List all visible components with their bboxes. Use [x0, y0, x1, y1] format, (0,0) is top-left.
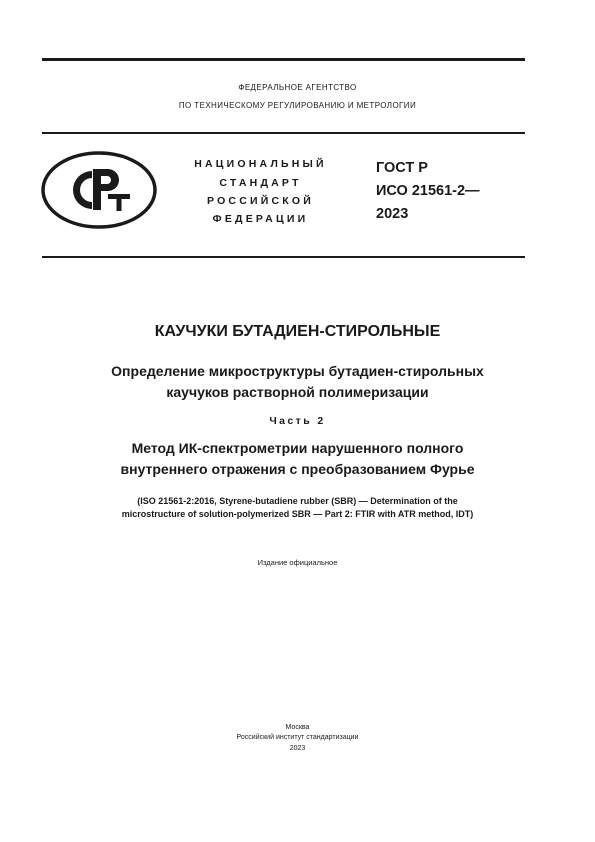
lower-rule [42, 256, 525, 258]
subtitle-line-2: каучуков растворной полимеризации [166, 384, 429, 400]
designation-line-1: ГОСТ Р [376, 160, 428, 176]
agency-line-2: ПО ТЕХНИЧЕСКОМУ РЕГУЛИРОВАНИЮ И МЕТРОЛОГИИ [178, 101, 417, 110]
standard-type-line-2: СТАНДАРТ [219, 177, 302, 189]
agency-line-1: ФЕДЕРАЛЬНОЕ АГЕНТСТВО [238, 83, 357, 92]
iso-reference-line-2: microstructure of solution-polymerized SBR — Part 2: FTIR with ATR method, IDT) [121, 509, 474, 519]
top-rule [42, 58, 525, 61]
standard-type-line-3: РОССИЙСКОЙ [207, 195, 314, 207]
method-line-2: внутреннего отражения с преобразованием Фурье [120, 461, 475, 477]
designation-line-3: 2023 [376, 206, 409, 222]
imprint-year: 2023 [289, 745, 306, 752]
imprint-publisher: Российский институт стандартизации [236, 734, 359, 741]
standard-type-line-4: ФЕДЕРАЦИИ [212, 213, 309, 225]
method-line-1: Метод ИК-спектрометрии нарушенного полного [131, 440, 464, 456]
iso-reference-line-1: (ISO 21561-2:2016, Styrene-butadiene rubber (SBR) — Determination of the [137, 496, 458, 506]
part-label: Часть 2 [269, 415, 326, 427]
imprint-city: Москва [285, 724, 310, 731]
edition-label: Издание официальное [257, 558, 338, 567]
subtitle-line-1: Определение микроструктуры бутадиен-стирольных [111, 363, 484, 379]
standard-type-line-1: НАЦИОНАЛЬНЫЙ [194, 158, 327, 170]
rst-logo-icon [40, 150, 158, 230]
designation-line-2: ИСО 21561-2— [376, 183, 480, 199]
upper-rule [42, 132, 525, 134]
main-title: КАУЧУКИ БУТАДИЕН-СТИРОЛЬНЫЕ [154, 323, 441, 340]
